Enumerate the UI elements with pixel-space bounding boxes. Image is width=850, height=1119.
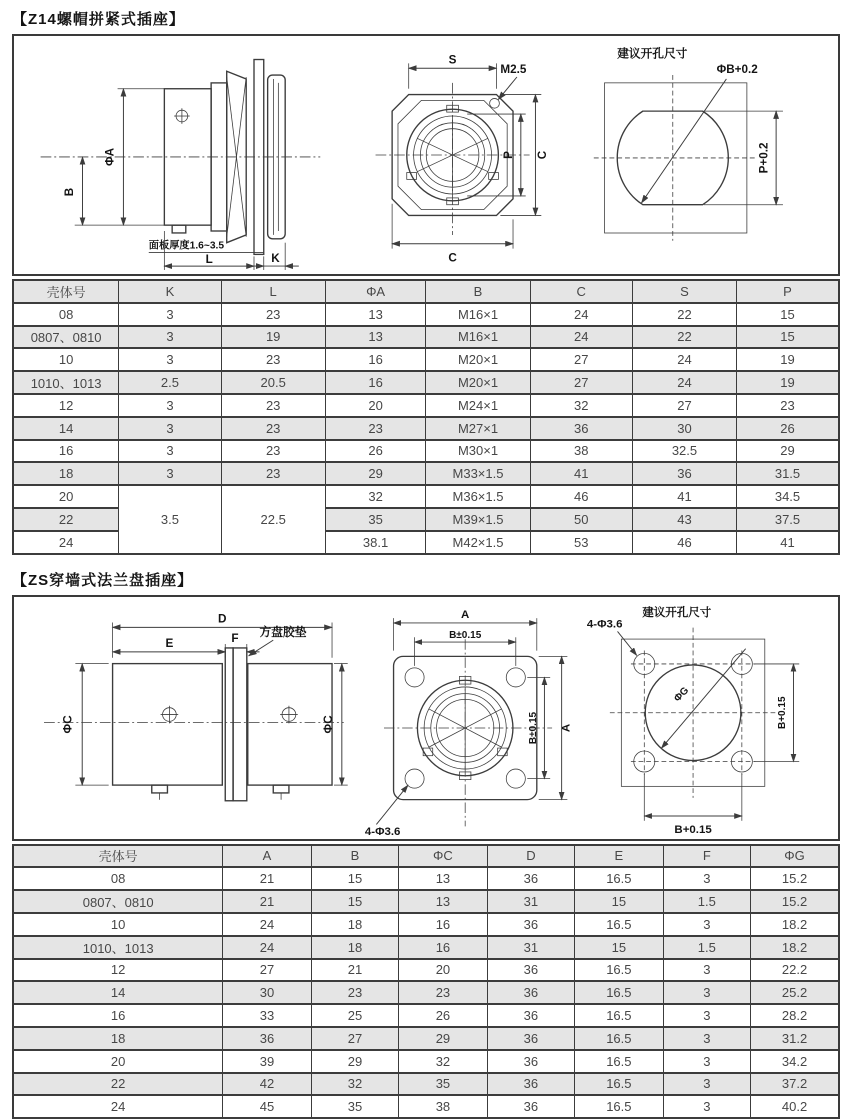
table-cell: 23 bbox=[221, 394, 325, 417]
header-row bbox=[13, 845, 839, 868]
zs-dimension-table bbox=[12, 844, 840, 1119]
table-cell: 16.5 bbox=[575, 1027, 663, 1050]
table-cell: 33 bbox=[223, 1004, 311, 1027]
table-cell: 3 bbox=[119, 394, 221, 417]
table-cell: 21 bbox=[223, 867, 311, 890]
column-header: ΦA bbox=[325, 280, 426, 303]
table-row bbox=[13, 1050, 839, 1073]
table-cell: 13 bbox=[325, 326, 426, 349]
table-cell: 19 bbox=[221, 326, 325, 349]
table-row bbox=[13, 485, 839, 508]
table-cell: 29 bbox=[399, 1027, 487, 1050]
table-cell: M39×1.5 bbox=[426, 508, 530, 531]
table-cell: 18.2 bbox=[751, 936, 839, 959]
table-cell: 16 bbox=[325, 371, 426, 394]
holes-label: 4-Φ3.6 bbox=[364, 826, 400, 839]
z14-front-view-drawing bbox=[358, 38, 553, 272]
dim-label-phi-a: ΦA bbox=[103, 147, 117, 166]
table-cell: 24 bbox=[632, 371, 736, 394]
table-cell: 24 bbox=[13, 531, 119, 554]
table-cell: 36 bbox=[223, 1027, 311, 1050]
table-cell: 23 bbox=[221, 303, 325, 326]
table-cell: 27 bbox=[632, 394, 736, 417]
table-cell: 19 bbox=[737, 371, 839, 394]
table-cell: 18 bbox=[13, 462, 119, 485]
section1-title: 【Z14螺帽拼紧式插座】 bbox=[12, 11, 185, 28]
dim-label-c-right: C bbox=[535, 150, 549, 160]
table-cell: 36 bbox=[487, 1073, 575, 1096]
table-cell: 32.5 bbox=[632, 440, 736, 463]
dim-label-f: F bbox=[231, 632, 239, 646]
table-cell: 26 bbox=[737, 417, 839, 440]
dim-label-p-cut: P+0.2 bbox=[757, 142, 771, 174]
column-header: S bbox=[632, 280, 736, 303]
column-header: E bbox=[575, 845, 663, 868]
column-header: ΦC bbox=[399, 845, 487, 868]
dim-label-k: K bbox=[271, 252, 280, 266]
dim-label-p: P bbox=[501, 151, 515, 159]
table-cell: 53 bbox=[530, 531, 632, 554]
table-cell: 46 bbox=[632, 531, 736, 554]
table-cell: M42×1.5 bbox=[426, 531, 530, 554]
dim-label-c-bottom: C bbox=[447, 251, 457, 265]
table-cell: 23 bbox=[399, 981, 487, 1004]
table-cell: 15 bbox=[575, 890, 663, 913]
table-cell: M27×1 bbox=[426, 417, 530, 440]
screw-label: M2.5 bbox=[499, 63, 526, 77]
table-cell: 27 bbox=[530, 371, 632, 394]
table-row bbox=[13, 959, 839, 982]
table-cell: 25.2 bbox=[751, 981, 839, 1004]
table-cell: 36 bbox=[487, 1095, 575, 1118]
table-cell: 16 bbox=[13, 1004, 223, 1027]
table-row bbox=[13, 913, 839, 936]
table-cell: 22.2 bbox=[751, 959, 839, 982]
holes-label-2: 4-Φ3.6 bbox=[586, 618, 623, 631]
table-cell: 41 bbox=[737, 531, 839, 554]
column-header: ΦG bbox=[751, 845, 839, 868]
table-cell: 1.5 bbox=[663, 890, 751, 913]
table-row bbox=[13, 462, 839, 485]
dim-label-e: E bbox=[165, 637, 174, 651]
table-cell: 16 bbox=[399, 936, 487, 959]
table-cell: 12 bbox=[13, 959, 223, 982]
column-header: D bbox=[487, 845, 575, 868]
table-cell: 25 bbox=[311, 1004, 399, 1027]
table-cell: 16.5 bbox=[575, 1050, 663, 1073]
table-cell: 24 bbox=[223, 936, 311, 959]
table-row bbox=[13, 1027, 839, 1050]
dim-label-a-top: A bbox=[460, 609, 469, 622]
dim-label-b-cut-bottom: B+0.15 bbox=[674, 824, 712, 837]
table-cell: 3 bbox=[663, 1073, 751, 1096]
table-cell: 38 bbox=[530, 440, 632, 463]
table-cell: 3 bbox=[119, 462, 221, 485]
table-cell: 46 bbox=[530, 485, 632, 508]
dim-label-phi-b: ΦB+0.2 bbox=[716, 63, 758, 77]
table-cell: 27 bbox=[311, 1027, 399, 1050]
table-cell: 18 bbox=[13, 1027, 223, 1050]
table-cell: 1010、1013 bbox=[13, 371, 119, 394]
table-row bbox=[13, 981, 839, 1004]
table-cell: 0807、0810 bbox=[13, 326, 119, 349]
dim-label-phi-c-right: ΦC bbox=[322, 715, 336, 734]
table-cell: 16.5 bbox=[575, 1095, 663, 1118]
table-cell: 34.5 bbox=[737, 485, 839, 508]
table-cell: 3 bbox=[663, 1050, 751, 1073]
table-cell: 0807、0810 bbox=[13, 890, 223, 913]
column-header: 壳体号 bbox=[13, 845, 223, 868]
column-header: C bbox=[530, 280, 632, 303]
table-cell: 15.2 bbox=[751, 867, 839, 890]
header-row bbox=[13, 280, 839, 303]
column-header: 壳体号 bbox=[13, 280, 119, 303]
column-header: B bbox=[311, 845, 399, 868]
table-cell: 35 bbox=[399, 1073, 487, 1096]
table-cell: 3 bbox=[119, 417, 221, 440]
table-cell: 29 bbox=[325, 462, 426, 485]
dim-label-b-cut-right: B+0.15 bbox=[776, 696, 788, 730]
table-cell: 43 bbox=[632, 508, 736, 531]
dim-label-b: B bbox=[62, 187, 76, 197]
table-cell: 31 bbox=[487, 936, 575, 959]
table-cell: 16 bbox=[325, 348, 426, 371]
cutout-title: 建议开孔尺寸 bbox=[617, 47, 688, 61]
table-cell: 24 bbox=[223, 913, 311, 936]
dim-label-d: D bbox=[218, 612, 227, 626]
table-cell: M30×1 bbox=[426, 440, 530, 463]
table-cell: 36 bbox=[487, 1004, 575, 1027]
table-cell: 24 bbox=[530, 326, 632, 349]
table-cell: 3 bbox=[119, 303, 221, 326]
table-cell: 22 bbox=[632, 326, 736, 349]
table-cell: 16.5 bbox=[575, 981, 663, 1004]
table-cell: 3 bbox=[663, 1027, 751, 1050]
table-cell: 27 bbox=[530, 348, 632, 371]
table-cell: M33×1.5 bbox=[426, 462, 530, 485]
table-cell: 14 bbox=[13, 981, 223, 1004]
table-cell: 15 bbox=[311, 890, 399, 913]
table-row bbox=[13, 1095, 839, 1118]
table-cell: 23 bbox=[221, 440, 325, 463]
table-cell: 14 bbox=[13, 417, 119, 440]
table-row bbox=[13, 326, 839, 349]
table-cell: 31.2 bbox=[751, 1027, 839, 1050]
table-cell: 32 bbox=[399, 1050, 487, 1073]
table-cell: 35 bbox=[325, 508, 426, 531]
z14-dimension-table bbox=[12, 279, 840, 555]
dim-label-a-right: A bbox=[559, 723, 572, 733]
table-row bbox=[13, 1073, 839, 1096]
table-cell: 13 bbox=[399, 890, 487, 913]
table-row bbox=[13, 417, 839, 440]
table-cell: 36 bbox=[487, 913, 575, 936]
table-cell: 16 bbox=[399, 913, 487, 936]
table-cell: 16.5 bbox=[575, 913, 663, 936]
table-cell: 36 bbox=[487, 959, 575, 982]
table-cell: 3.5 bbox=[119, 485, 221, 553]
table-cell: 3 bbox=[119, 326, 221, 349]
table-cell: 08 bbox=[13, 867, 223, 890]
table-cell: 15 bbox=[311, 867, 399, 890]
table-cell: 26 bbox=[325, 440, 426, 463]
table-cell: 15 bbox=[575, 936, 663, 959]
table-cell: 21 bbox=[311, 959, 399, 982]
table-cell: 20 bbox=[325, 394, 426, 417]
column-header: A bbox=[223, 845, 311, 868]
table-cell: 20.5 bbox=[221, 371, 325, 394]
table-cell: 18 bbox=[311, 936, 399, 959]
panel-thickness-note: 面板厚度1.6~3.5 bbox=[148, 240, 225, 252]
table-cell: M36×1.5 bbox=[426, 485, 530, 508]
table-cell: 42 bbox=[223, 1073, 311, 1096]
table-cell: 18.2 bbox=[751, 913, 839, 936]
table-cell: 18 bbox=[311, 913, 399, 936]
table-cell: 20 bbox=[13, 485, 119, 508]
table-cell: 38 bbox=[399, 1095, 487, 1118]
table-cell: 3 bbox=[119, 348, 221, 371]
table-cell: 31 bbox=[487, 890, 575, 913]
table-cell: 28.2 bbox=[751, 1004, 839, 1027]
column-header: P bbox=[737, 280, 839, 303]
table-cell: 37.2 bbox=[751, 1073, 839, 1096]
dim-label-s: S bbox=[448, 53, 456, 67]
table-row bbox=[13, 348, 839, 371]
table-row bbox=[13, 867, 839, 890]
table-cell: 23 bbox=[737, 394, 839, 417]
table-cell: 22 bbox=[13, 508, 119, 531]
table-row bbox=[13, 371, 839, 394]
table-cell: 31.5 bbox=[737, 462, 839, 485]
table-cell: 23 bbox=[311, 981, 399, 1004]
column-header: L bbox=[221, 280, 325, 303]
table-cell: 20 bbox=[13, 1050, 223, 1073]
table-cell: 37.5 bbox=[737, 508, 839, 531]
zs-cutout-drawing bbox=[585, 597, 826, 838]
table-cell: 36 bbox=[530, 417, 632, 440]
table-cell: 30 bbox=[632, 417, 736, 440]
table-cell: 15 bbox=[737, 303, 839, 326]
cutout-title-2: 建议开孔尺寸 bbox=[642, 607, 712, 620]
table-cell: 1010、1013 bbox=[13, 936, 223, 959]
z14-cutout-drawing bbox=[580, 38, 826, 272]
gasket-note: 方盘胶垫 bbox=[259, 626, 307, 640]
z14-side-view-drawing bbox=[26, 38, 330, 272]
zs-drawing-panel bbox=[12, 595, 840, 841]
table-cell: 23 bbox=[221, 462, 325, 485]
table-cell: 19 bbox=[737, 348, 839, 371]
dim-label-l: L bbox=[205, 253, 213, 267]
table-cell: 1.5 bbox=[663, 936, 751, 959]
table-cell: M20×1 bbox=[426, 371, 530, 394]
table-cell: 40.2 bbox=[751, 1095, 839, 1118]
table-cell: 29 bbox=[737, 440, 839, 463]
table-row bbox=[13, 890, 839, 913]
table-cell: 36 bbox=[487, 1050, 575, 1073]
dim-label-b-top: B±0.15 bbox=[448, 630, 481, 642]
table-cell: 39 bbox=[223, 1050, 311, 1073]
table-cell: 36 bbox=[487, 867, 575, 890]
table-cell: M16×1 bbox=[426, 326, 530, 349]
table-cell: 32 bbox=[311, 1073, 399, 1096]
table-cell: M16×1 bbox=[426, 303, 530, 326]
table-cell: 16.5 bbox=[575, 1073, 663, 1096]
table-cell: M20×1 bbox=[426, 348, 530, 371]
table-cell: 45 bbox=[223, 1095, 311, 1118]
table-cell: 38.1 bbox=[325, 531, 426, 554]
table-cell: 34.2 bbox=[751, 1050, 839, 1073]
table-cell: 2.5 bbox=[119, 371, 221, 394]
table-cell: 41 bbox=[632, 485, 736, 508]
table-cell: 3 bbox=[663, 867, 751, 890]
table-cell: 21 bbox=[223, 890, 311, 913]
table-cell: 16.5 bbox=[575, 1004, 663, 1027]
table-cell: 30 bbox=[223, 981, 311, 1004]
table-row bbox=[13, 1004, 839, 1027]
table-cell: 10 bbox=[13, 913, 223, 936]
table-cell: 24 bbox=[13, 1095, 223, 1118]
table-cell: 23 bbox=[221, 417, 325, 440]
table-cell: 15.2 bbox=[751, 890, 839, 913]
table-cell: 32 bbox=[530, 394, 632, 417]
table-cell: M24×1 bbox=[426, 394, 530, 417]
table-cell: 3 bbox=[663, 913, 751, 936]
table-cell: 29 bbox=[311, 1050, 399, 1073]
table-cell: 22.5 bbox=[221, 485, 325, 553]
table-cell: 08 bbox=[13, 303, 119, 326]
table-cell: 41 bbox=[530, 462, 632, 485]
column-header: K bbox=[119, 280, 221, 303]
dim-label-b-right: B±0.15 bbox=[527, 711, 539, 745]
table-cell: 10 bbox=[13, 348, 119, 371]
table-cell: 23 bbox=[325, 417, 426, 440]
table-cell: 24 bbox=[632, 348, 736, 371]
zs-side-view-drawing bbox=[26, 597, 352, 838]
section2-title: 【ZS穿墙式法兰盘插座】 bbox=[12, 571, 194, 589]
table-cell: 3 bbox=[663, 959, 751, 982]
z14-drawing-panel bbox=[12, 34, 840, 276]
table-cell: 24 bbox=[530, 303, 632, 326]
table-cell: 12 bbox=[13, 394, 119, 417]
table-cell: 20 bbox=[399, 959, 487, 982]
table-cell: 22 bbox=[632, 303, 736, 326]
table-cell: 13 bbox=[399, 867, 487, 890]
dim-label-phi-c-left: ΦC bbox=[61, 715, 75, 734]
table-cell: 22 bbox=[13, 1073, 223, 1096]
table-row bbox=[13, 936, 839, 959]
table-cell: 3 bbox=[663, 1095, 751, 1118]
table-cell: 36 bbox=[487, 981, 575, 1004]
table-cell: 27 bbox=[223, 959, 311, 982]
table-cell: 15 bbox=[737, 326, 839, 349]
table-cell: 23 bbox=[221, 348, 325, 371]
column-header: F bbox=[663, 845, 751, 868]
table-row bbox=[13, 394, 839, 417]
table-cell: 3 bbox=[663, 981, 751, 1004]
zs-front-view-drawing bbox=[363, 597, 575, 838]
table-cell: 16 bbox=[13, 440, 119, 463]
table-cell: 3 bbox=[119, 440, 221, 463]
table-cell: 36 bbox=[487, 1027, 575, 1050]
table-row bbox=[13, 440, 839, 463]
table-cell: 16.5 bbox=[575, 959, 663, 982]
table-cell: 26 bbox=[399, 1004, 487, 1027]
column-header: B bbox=[426, 280, 530, 303]
dim-label-phi-g: ΦG bbox=[672, 685, 692, 705]
table-cell: 35 bbox=[311, 1095, 399, 1118]
table-row bbox=[13, 303, 839, 326]
table-cell: 16.5 bbox=[575, 867, 663, 890]
table-cell: 13 bbox=[325, 303, 426, 326]
table-cell: 50 bbox=[530, 508, 632, 531]
table-cell: 3 bbox=[663, 1004, 751, 1027]
table-cell: 36 bbox=[632, 462, 736, 485]
table-cell: 32 bbox=[325, 485, 426, 508]
